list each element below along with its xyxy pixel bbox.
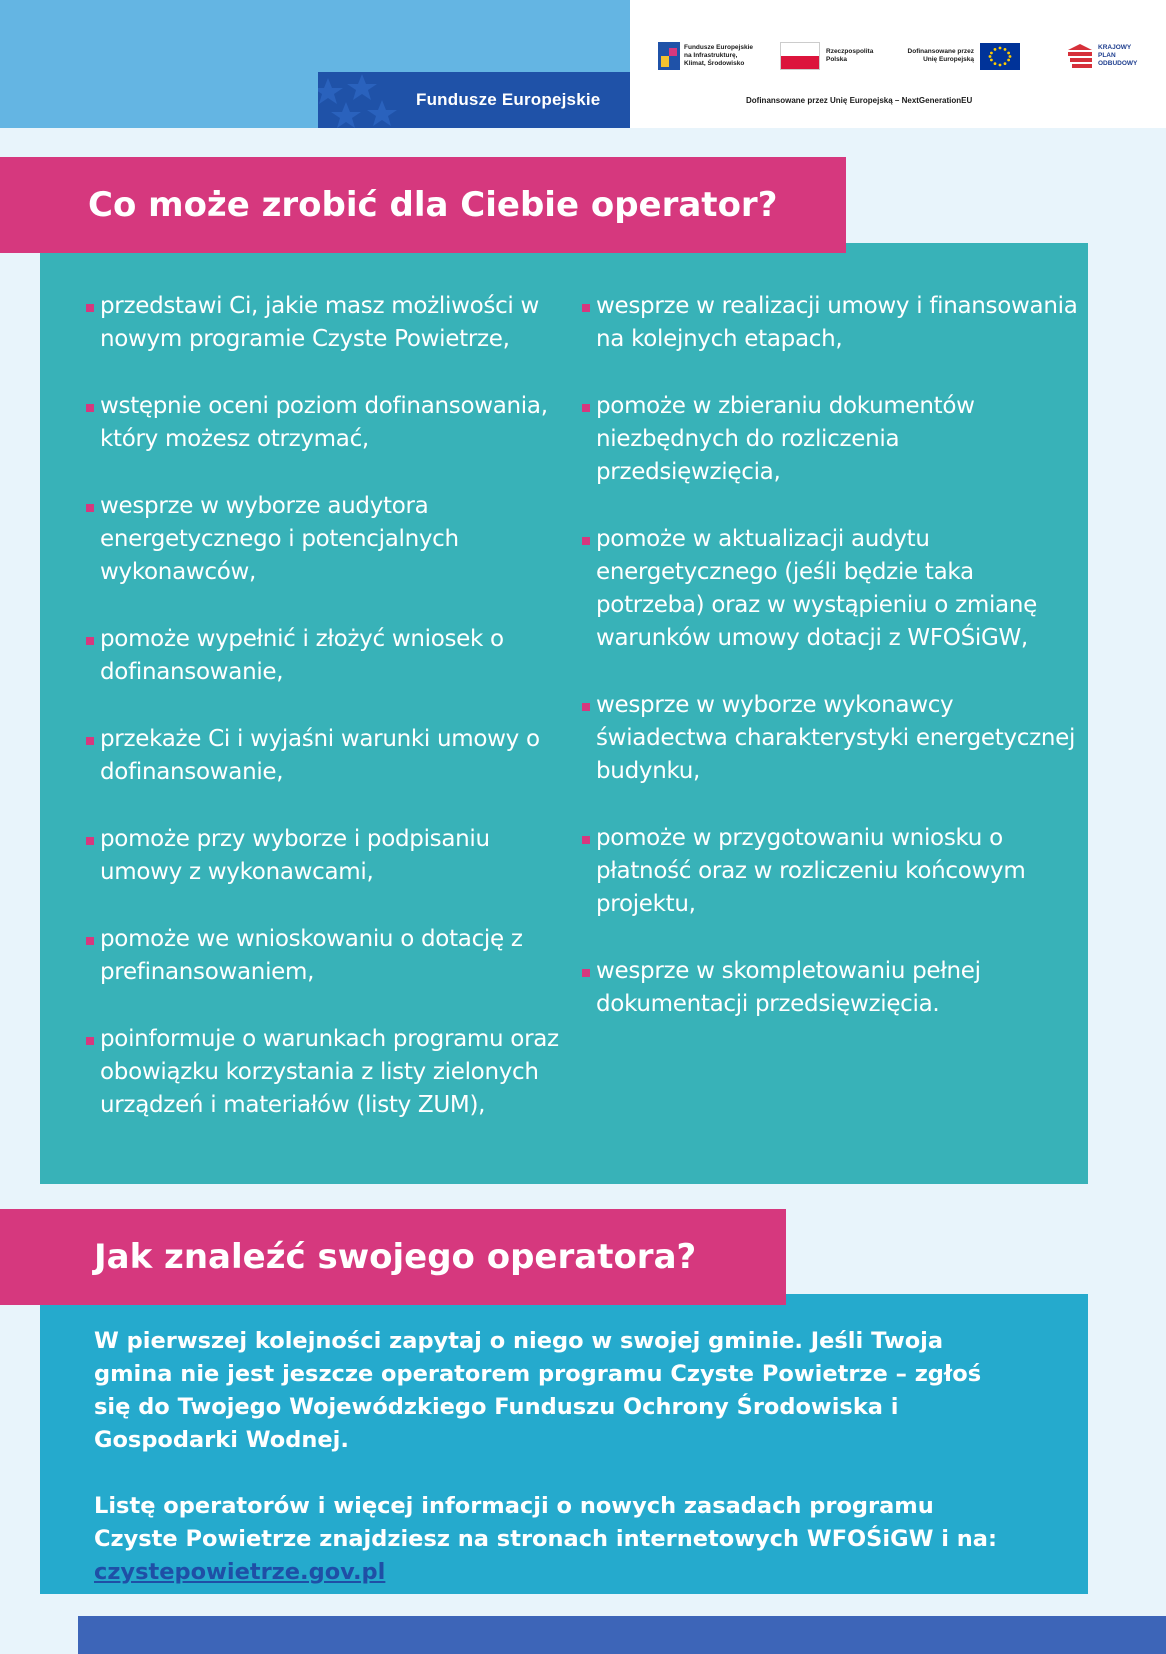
list-item: pomoże przy wyborze i podpisaniu umowy z wykonawcami, — [84, 823, 562, 889]
list-item: wesprze w skompletowaniu pełnej dokumentacji przedsięwzięcia. — [580, 955, 1080, 1021]
tasks-left-column — [84, 290, 562, 1156]
bullet-icon — [582, 969, 590, 977]
list-item: pomoże w przygotowaniu wniosku o płatność oraz w rozliczeniu końcowym projektu, — [580, 822, 1080, 921]
bullet-icon — [582, 703, 590, 711]
bullet-icon — [86, 937, 94, 945]
bullet-icon — [582, 537, 590, 545]
fe-logo-icon — [658, 42, 680, 70]
list-item: przedstawi Ci, jakie masz możliwości w nowym programie Czyste Powietrze, — [84, 290, 562, 356]
logo-eu — [902, 43, 1020, 70]
logo-kpo-text: KRAJOWY PLAN ODBUDOWY — [1098, 44, 1138, 67]
list-item: przekaże Ci i wyjaśni warunki umowy o dofinansowanie, — [84, 723, 562, 789]
logo-fe — [658, 42, 760, 70]
info-paragraph-1: W pierwszej kolejności zapytaj o niego w swojej gminie. Jeśli Twoja gmina nie jest jeszcze operatorem programu Czyste Powietrze – zgłoś się do Twojego Wojewódzkiego Funduszu Ochrony Środowiska i Gospodarki Wodnej. — [94, 1328, 982, 1453]
list-item: poinformuje o warunkach programu oraz obowiązku korzystania z listy zielonych urządzeń i materiałów (listy ZUM), — [84, 1023, 562, 1122]
funding-note: Dofinansowane przez Unię Europejską – NextGenerationEU — [746, 96, 973, 105]
section1-heading: Co może zrobić dla Ciebie operator? — [0, 157, 846, 253]
bullet-icon — [582, 836, 590, 844]
bullet-icon — [86, 737, 94, 745]
list-item: pomoże wypełnić i złożyć wniosek o dofinansowanie, — [84, 623, 562, 689]
partner-logos — [658, 36, 1138, 76]
list-item: wesprze w wyborze audytora energetycznego i potencjalnych wykonawców, — [84, 490, 562, 589]
tasks-right-column — [580, 290, 1080, 1055]
bullet-icon — [582, 404, 590, 412]
bullet-icon — [582, 304, 590, 312]
bullet-icon — [86, 304, 94, 312]
logo-kpo — [1068, 44, 1144, 68]
list-item: pomoże w zbieraniu dokumentów niezbędnych do rozliczenia przedsięwzięcia, — [580, 390, 1080, 489]
logo-eu-text: Dofinansowane przez Unię Europejską — [907, 48, 974, 63]
eu-flag-icon — [980, 43, 1020, 70]
bullet-icon — [86, 1037, 94, 1045]
list-item: wesprze w wyborze wykonawcy świadectwa charakterystyki energetycznej budynku, — [580, 689, 1080, 788]
logo-fe-text: Fundusze Europejskie na Infrastrukturę, Klimat, Środowisko — [684, 44, 753, 67]
list-item: pomoże we wnioskowaniu o dotację z prefinansowaniem, — [84, 923, 562, 989]
bullet-icon — [86, 504, 94, 512]
find-operator-text — [94, 1325, 1024, 1622]
list-item: pomoże w aktualizacji audytu energetycznego (jeśli będzie taka potrzeba) oraz w wystąpieniu o zmianę warunków umowy dotacji z WFOŚiGW, — [580, 523, 1080, 655]
footer-bar — [78, 1616, 1166, 1654]
list-item: wstępnie oceni poziom dofinansowania, który możesz otrzymać, — [84, 390, 562, 456]
kpo-logo-icon — [1068, 44, 1094, 68]
info-paragraph-2: Listę operatorów i więcej informacji o nowych zasadach programu Czyste Powietrze znajdziesz na stronach internetowych WFOŚiGW i na: czystepowietrze.gov.pl — [94, 1493, 997, 1585]
section2-heading: Jak znaleźć swojego operatora? — [0, 1209, 786, 1305]
logo-pl-text: Rzeczpospolita Polska — [826, 48, 874, 63]
logo-pl — [780, 42, 882, 70]
bullet-icon — [86, 837, 94, 845]
eu-stars-icon — [318, 72, 400, 128]
poland-flag-icon — [780, 42, 820, 70]
fe-badge-label: Fundusze Europejskie — [416, 90, 601, 109]
czystepowietrze-link[interactable]: czystepowietrze.gov.pl — [94, 1559, 386, 1585]
bullet-icon — [86, 404, 94, 412]
list-item: wesprze w realizacji umowy i finansowania na kolejnych etapach, — [580, 290, 1080, 356]
bullet-icon — [86, 637, 94, 645]
fundusze-europejskie-badge — [318, 72, 630, 128]
